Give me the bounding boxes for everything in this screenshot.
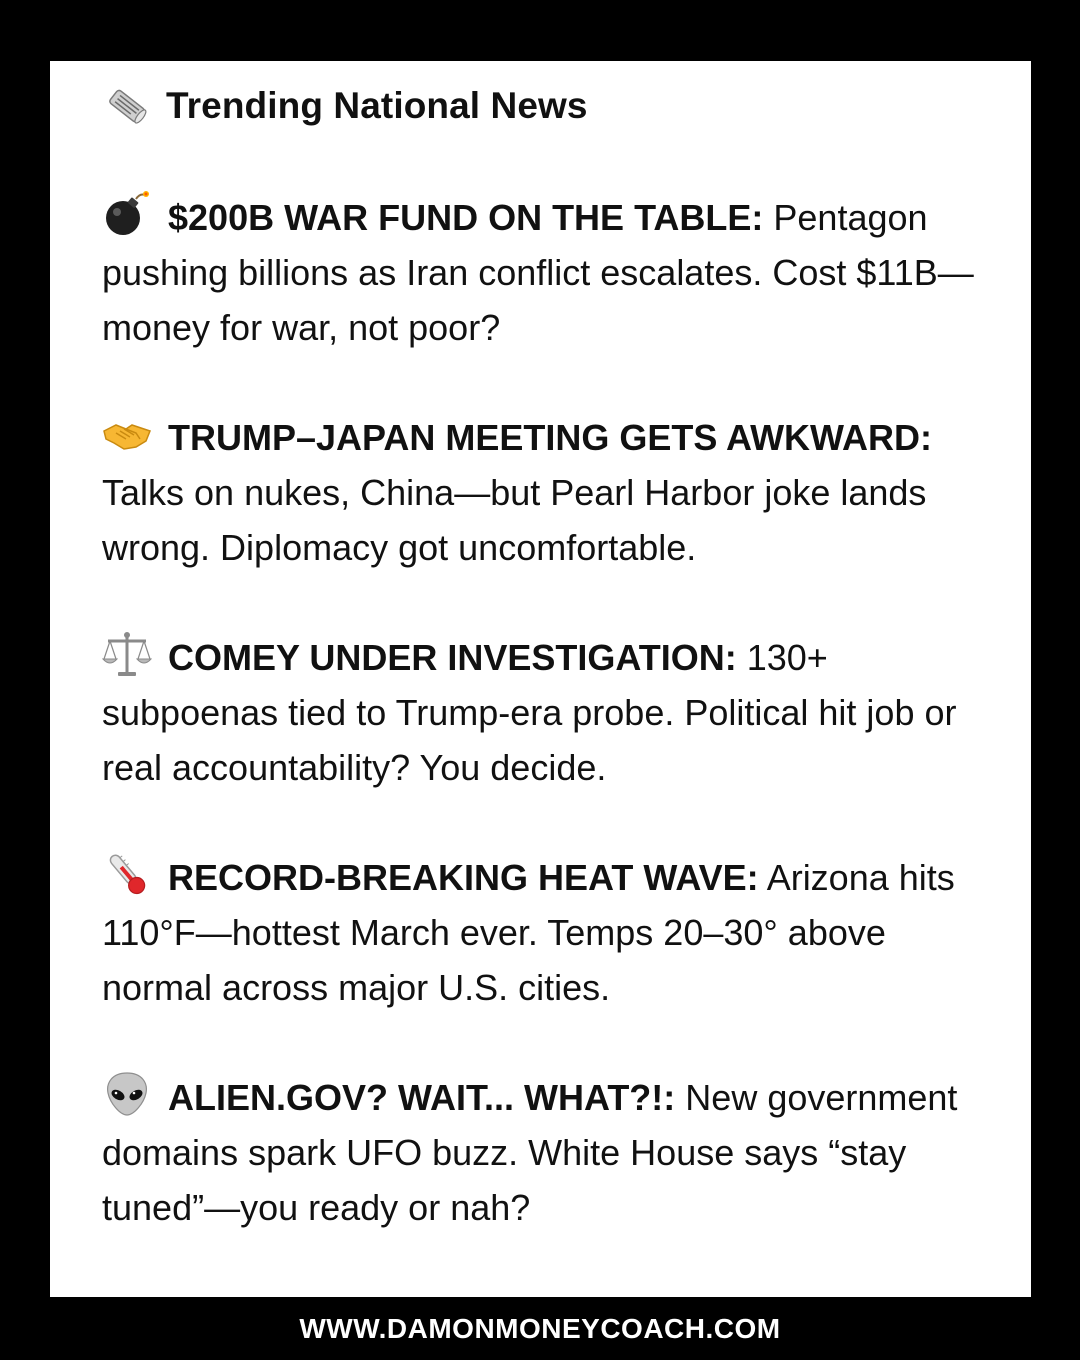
card-header [102, 81, 979, 131]
news-headline: COMEY UNDER INVESTIGATION: [168, 637, 737, 678]
news-body: 130+ subpoenas tied to Trump-era probe. Political hit job or real accountability? You decide. [102, 637, 957, 788]
website-url[interactable]: WWW.DAMONMONEYCOACH.COM [299, 1313, 781, 1344]
news-headline: $200B WAR FUND ON THE TABLE: [168, 197, 764, 238]
bomb-icon [102, 189, 152, 239]
rolled-newspaper-icon [102, 81, 152, 131]
page-title: Trending National News [166, 85, 588, 126]
thermometer-icon [102, 849, 152, 899]
news-body: Talks on nukes, China—but Pearl Harbor joke lands wrong. Diplomacy got uncomfortable. [102, 472, 927, 568]
news-headline: TRUMP–JAPAN MEETING GETS AWKWARD: [168, 417, 933, 458]
news-body: New government domains spark UFO buzz. White House says “stay tuned”—you ready or nah? [102, 1077, 958, 1228]
news-card [50, 61, 1031, 1297]
news-item [102, 629, 979, 795]
news-body: Arizona hits 110°F—hottest March ever. Temps 20–30° above normal across major U.S. cities. [102, 857, 955, 1008]
news-body: Pentagon pushing billions as Iran conflict escalates. Cost $11B—money for war, not poor? [102, 197, 974, 348]
news-item [102, 1069, 979, 1235]
news-headline: ALIEN.GOV? WAIT... WHAT?!: [168, 1077, 676, 1118]
alien-icon [102, 1069, 152, 1119]
balance-scale-icon [102, 629, 152, 679]
news-headline: RECORD-BREAKING HEAT WAVE: [168, 857, 759, 898]
news-item [102, 409, 979, 575]
news-item [102, 849, 979, 1015]
news-item [102, 189, 979, 355]
handshake-icon [102, 409, 152, 459]
